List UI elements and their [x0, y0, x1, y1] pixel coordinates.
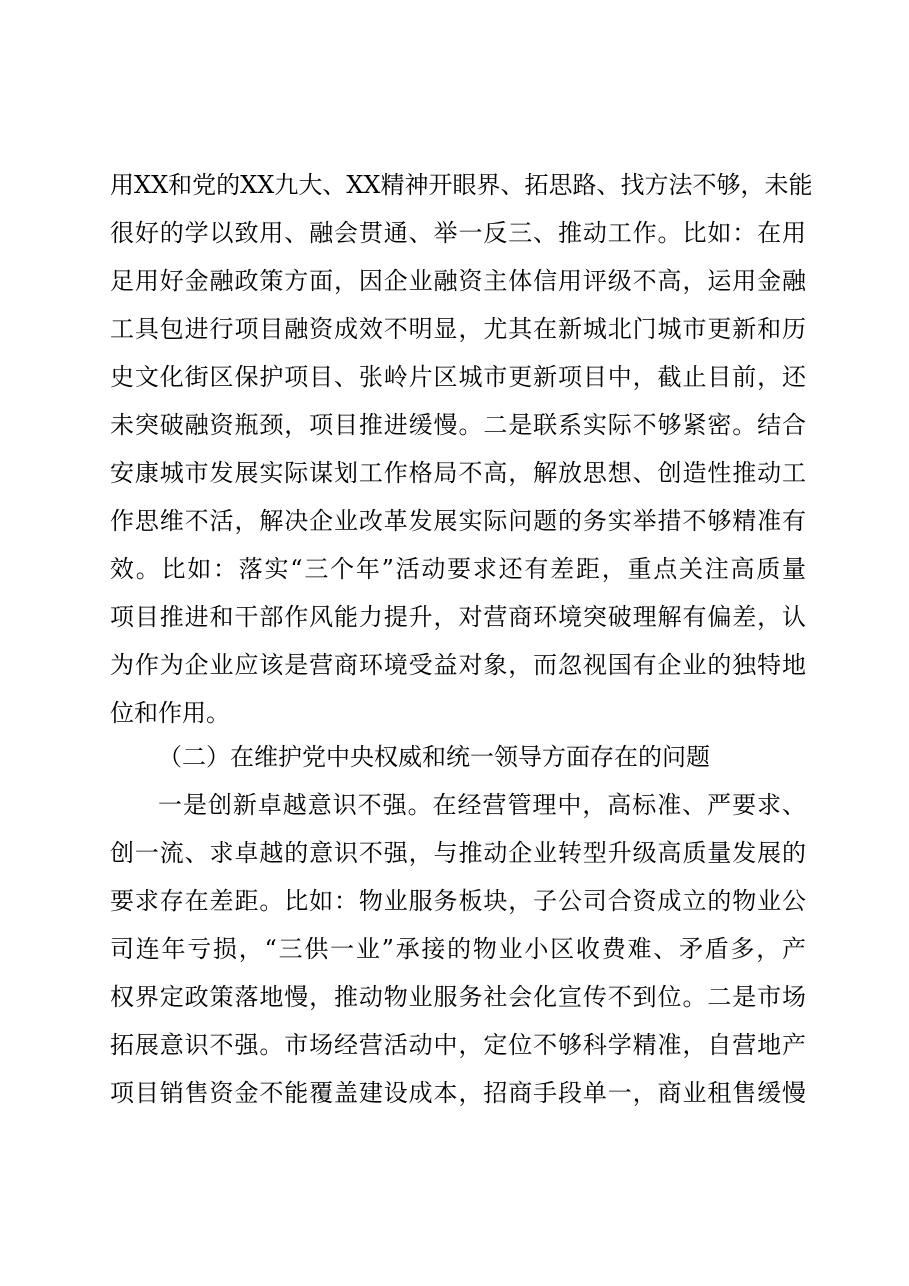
paragraph-line: 安康城市发展实际谋划工作格局不高，解放思想、创造性推动工 [110, 459, 806, 487]
paragraph-line: 作思维不活，解决企业改革发展实际问题的务实举措不够精准有 [110, 507, 806, 535]
paragraph-line: 史文化街区保护项目、张岭片区城市更新项目中，截止目前，还 [110, 363, 806, 391]
paragraph-line: 工具包进行项目融资成效不明显，尤其在新城北门城市更新和历 [110, 315, 806, 343]
paragraph-line: 项目销售资金不能覆盖建设成本，招商手段单一，商业租售缓慢 [110, 1079, 806, 1107]
paragraph-line: 用XX和党的XX九大、XX精神开眼界、拓思路、找方法不够，未能 [110, 171, 813, 199]
paragraph-line: 权界定政策落地慢，推动物业服务社会化宣传不到位。二是市场 [110, 983, 806, 1011]
paragraph-line: 一是创新卓越意识不强。在经营管理中，高标准、严要求、 [158, 791, 806, 819]
paragraph-line: 司连年亏损，“三供一业”承接的物业小区收费难、矛盾多，产 [110, 935, 806, 963]
paragraph-line: 拓展意识不强。市场经营活动中，定位不够科学精准，自营地产 [110, 1031, 806, 1059]
paragraph-line: 要求存在差距。比如：物业服务板块，子公司合资成立的物业公 [110, 887, 806, 915]
paragraph-line: 足用好金融政策方面，因企业融资主体信用评级不高，运用金融 [110, 267, 806, 295]
paragraph-line: 位和作用。 [110, 699, 230, 727]
paragraph-line: 很好的学以致用、融会贯通、举一反三、推动工作。比如：在用 [110, 219, 806, 247]
section-heading: （二）在维护党中央权威和统一领导方面存在的问题 [158, 743, 710, 771]
paragraph-line: 未突破融资瓶颈，项目推进缓慢。二是联系实际不够紧密。结合 [110, 411, 806, 439]
paragraph-line: 项目推进和干部作风能力提升，对营商环境突破理解有偏差，认 [110, 603, 806, 631]
paragraph-line: 为作为企业应该是营商环境受益对象，而忽视国有企业的独特地 [110, 651, 806, 679]
paragraph-line: 效。比如：落实“三个年”活动要求还有差距，重点关注高质量 [110, 555, 806, 583]
paragraph-line: 创一流、求卓越的意识不强，与推动企业转型升级高质量发展的 [110, 839, 806, 867]
